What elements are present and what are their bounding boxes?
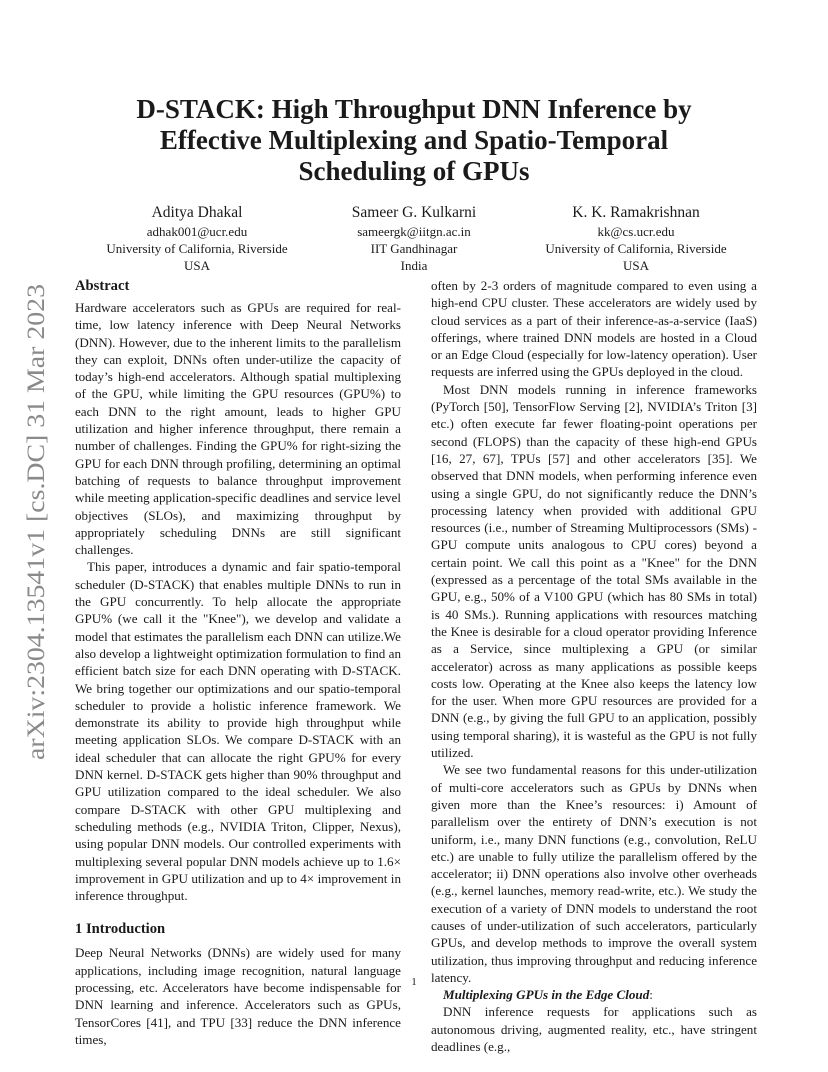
abstract-heading: Abstract [75,278,130,294]
author-affiliation: University of California, Riverside [545,241,727,256]
author-name: Sameer G. Kulkarni [351,204,477,221]
author-affiliation: University of California, Riverside [106,241,288,256]
right-column [431,277,757,1055]
author-affiliation: IIT Gandhinagar [370,241,458,256]
paper-title: D-STACK: High Throughput DNN Inference by Effective Multiplexing and Spatio-Temporal Scheduling of GPUs [136,94,692,186]
page-number: 1 [411,976,417,988]
author-email: adhak001@ucr.edu [146,224,248,239]
subsection-title: Multiplexing GPUs in the Edge Cloud [443,987,650,1003]
author-country: India [400,258,428,273]
author-block [526,203,746,274]
abstract-paragraph: Hardware accelerators such as GPUs are required for real-time, low latency inference with Deep Neural Networks (DNN). However, due to the inherent limits to the parallelism they can exploit, DNNs often under-utilize the capacity of today’s high-end accelerators. Although spatial multiplexing of the GPU, while limiting the GPU resources (GPU%) to each DNN to the right amount, leads to higher GPU utilization and higher inference throughput, there remain a number of challenges. Finding the GPU% for right-sizing the GPU for each DNN through profiling, determining an optimal batching of requests to balance throughput improvement while meeting application-specific deadlines and service level objectives (SLOs), and maximizing throughput by appropriately scheduling DNNs are still significant challenges. [75,300,401,558]
body-paragraph: We see two fundamental reasons for this under-utilization of multi-core accelerators such as GPUs by DNNs when given more than the Knee’s resources: i) Amount of parallelism over the entirety of DNN’s execution is not uniform, i.e., many DNN functions (e.g., convolution, ReLU etc.) are unable to fully utilize the parallelism offered by the accelerator; ii) DNN operations also involve other overheads (e.g., kernel launches, memory read-write, etc.). We study the execution of a variety of DNN models to understand the root causes of under-utilization of such accelerators, particularly GPUs, and develop methods to improve the overall system utilization, thus improving throughput and reducing inference latency. [431,762,757,985]
author-country: USA [622,258,649,273]
arxiv-id-text: arXiv:2304.13541v1 [cs.DC] 31 Mar 2023 [23,332,50,760]
author-name: K. K. Ramakrishnan [572,204,700,221]
arxiv-identifier [20,282,50,760]
left-column [75,277,401,1048]
abstract-paragraph: This paper, introduces a dynamic and fair spatio-temporal scheduler (D-STACK) that enables multiple DNNs to run in the GPU concurrently. To help allocate the appropriate GPU% (we call it the "Knee"), we develop and validate a model that estimates the parallelism each DNN can utilize.We also develop a lightweight optimization formulation to find an efficient batch size for each DNN operating with D-STACK. We bring together our optimizations and our spatio-temporal scheduler to provide a holistic inference framework. We demonstrate its ability to provide high throughput while meeting application SLOs. We compare D-STACK with an ideal scheduler that can allocate the right GPU% for every DNN kernel. D-STACK gets higher than 90% throughput and GPU utilization compared to the ideal scheduler. We also compare D-STACK with other GPU multiplexing and scheduling methods (e.g., NVIDIA Triton, Clipper, Nexus), using popular DNN models. Our controlled experiments with multiplexing several popular DNN models achieve up to 1.6× improvement in GPU utilization and up to 4× improvement in inference throughput. [75,559,401,904]
section-heading-introduction: 1 Introduction [75,921,166,938]
author-email: sameergk@iitgn.ac.in [357,224,471,239]
author-country: USA [183,258,210,273]
body-paragraph: often by 2-3 orders of magnitude compared to even using a high-end CPU cluster. These accelerators are widely used by cloud services as a part of their inference-as-a-service (IaaS) offerings, where trained DNN models are hosted in a Cloud or an Edge Cloud (especially for low-latency operation). User requests are inferred using the GPUs deployed in the cloud. [431,278,757,380]
body-paragraph: Most DNN models running in inference frameworks (PyTorch [50], TensorFlow Serving [2], NVIDIA’s Triton [3] etc.) often execute far fewer floating-point operations per second (FLOPS) than the capacity of these high-end GPUs [16, 27, 67], TPUs [57] and other accelerators [35]. We observed that DNN models, when performing inference even using a single GPU, do not significantly reduce the DNN’s processing latency when provided with additional GPU resources (i.e., number of Streaming Multiprocessors (SMs) - GPU compute units analogous to CPU cores) beyond a certain point. We call this point as a "Knee" for the DNN (expressed as a percentage of the total SMs available in the GPU, e.g., 50% of a V100 GPU (which has 80 SMs in total) is 40 SMs.). Running applications with resources matching the Knee is desirable for a cloud operator providing Inference as a Service, since multiplexing a GPU (or similar accelerator) across as many applications as possible keeps costs low. Operating at the Knee also keeps the latency low for the user. When more GPU resources are provided for a DNN (e.g., by giving the full GPU to an application, possibly using temporal sharing), it is wasteful as the GPU is not fully utilized. [431,381,757,761]
author-block [92,203,302,274]
body-paragraph: DNN inference requests for applications such as autonomous driving, augmented reality, etc., have stringent deadlines (e.g., [431,1004,757,1055]
body-paragraph: Deep Neural Networks (DNNs) are widely used for many applications, including image recognition, natural language processing, etc. Accelerators have become indispensable for DNN learning and inference. Accelerators such as GPUs, TensorCores [41], and TPU [33] reduce the DNN inference times, [75,945,401,1047]
author-block [329,203,499,274]
subsection-heading: Multiplexing GPUs in the Edge Cloud: [443,987,653,1003]
author-name: Aditya Dhakal [151,204,243,221]
author-email: kk@cs.ucr.edu [597,224,675,239]
